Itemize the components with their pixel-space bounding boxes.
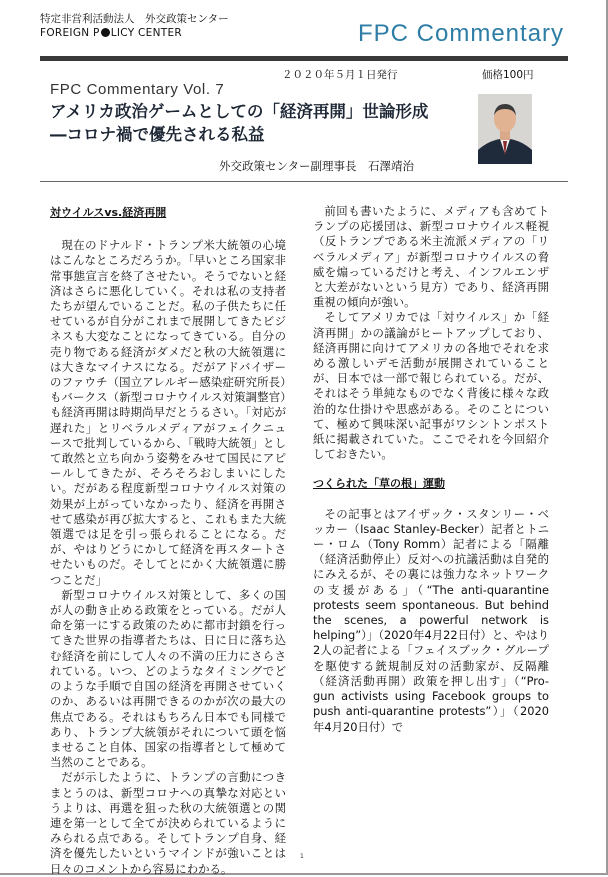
- article-title: [50, 100, 470, 146]
- column-left: [50, 205, 286, 877]
- org-name-japanese: 特定非営利活動法人 外交政策センター: [40, 13, 229, 25]
- volume-label: FPC Commentary Vol. 7: [50, 81, 225, 98]
- paragraph: 新型コロナウイルス対策として、多くの国が人の動き止める政策をとっている。だが人命を第一にする政策のために都市封鎖を行ってきた世界の指導者たちは、日に日に落ち込む経済を前にして人々の不満の圧力にさらされている。いつ、どのようなタイミングでどのような手順で自国の経済を再開させていくのか、あるいは再開できるのかが次の最大の焦点である。それはもちろん日本でも同様であり、トランプ大統領がそれについて頭を悩ませること自体、国家の指導者として極めて当然のことである。: [50, 587, 286, 770]
- column-right: [313, 204, 549, 735]
- paragraph: その記事とはアイザック・スタンリー・ベッカー（Isaac Stanley-Becker）記者とトニー・ロム（Tony Romm）記者による「隔離（経済活動停止）反対への抗議活動は自発的にみえるが、その裏には強力なネットワークの支援がある」（“The anti-quarantine protests seem spontaneous. But behind the scenes, a powerful network is helping”）」（2020年4月22日付）と、やはり2人の記者による「フェイスブック・グループを駆使する銃規制反対の活動家が、反隔離（経済活動再開）政策を押し出す」（“Pro-gun activists using Facebook groups to push anti-quarantine protests”）」（2020年4月20日付）で: [313, 506, 549, 734]
- portrait-image: [478, 94, 532, 164]
- issue-date: ２０２０年５月１日発行: [282, 69, 398, 81]
- header-rule: [40, 56, 568, 61]
- section-heading: 対ウイルスvs.経済再開: [50, 206, 167, 219]
- paragraph: そしてアメリカでは「対ウイルス」か「経済再開」かの議論がヒートアップしており、経済再開に向けてアメリカの各地でそれを求める激しいデモ活動が展開されていることが、日本では一部で報じられている。だが、それはそう単純なものでなく背後に様々な政治的な仕掛けや思惑がある。そのことについて、極めて興味深い記事がワシントンポスト紙に掲載されていた。ここでそれを今回紹介しておきたい。: [313, 310, 549, 462]
- paragraph: 前回も書いたように、メディアも含めてトランプの応援団は、新型コロナウイルス軽視（反トランプである米主流派メディアの「リベラルメディア」が新型コロナウイルスの脅威を煽っているだけと考え、インフルエンザと大差がないという見方）であり、経済再開重視の傾向が強い。: [313, 204, 549, 310]
- price-label: 価格100円: [482, 69, 534, 81]
- title-rule: [40, 181, 568, 182]
- page-number: 1: [300, 853, 304, 860]
- title-line-2: ―コロナ禍で優先される私益: [50, 125, 265, 144]
- globe-logo-icon: [101, 28, 110, 37]
- section-heading: つくられた「草の根」運動: [313, 477, 445, 491]
- organization-name: [40, 12, 229, 40]
- org-name-english: FOREIGN P LICY CENTER: [40, 27, 183, 39]
- author-photo: [478, 94, 532, 164]
- author-byline: 外交政策センター副理事長 石澤靖治: [219, 159, 415, 173]
- title-line-1: アメリカ政治ゲームとしての「経済再開」世論形成: [50, 102, 429, 121]
- publication-brand: FPC Commentary: [358, 20, 565, 47]
- paragraph: 現在のドナルド・トランプ米大統領の心境はこんなところだろうか。「早いところ国家非常事態宣言を終了させたい。そうでないと経済はさらに悪化していく。それは私の支持者たちが望んでいることだ。私の子供たちに任せているが自分がこれまで展開してきたビジネスも大変なことになってきている。自分の売り物である経済がダメだと秋の大統領選には大きなマイナスになる。だがアドバイザーのファウチ（国立アレルギー感染症研究所長）もバークス（新型コロナウイルス対策調整官）も経済再開は時期尚早だとうるさい。「対応が遅れた」とリベラルメディアがフェイクニュースで批判しているから、「戦時大統領」として敢然と立ち向かう姿勢をみせて国民にアピールしてきたが、そろそろおしまいにしたい。だがある程度新型コロナウイルス対策の効果が上がっていなかったり、経済を再開させて感染が再び拡大すると、これもまた大統領選では足を引っ張られることになる。だが、やはりどうにかして経済を再スタートさせたいものだ。そしてとにかく大統領選に勝つことだ」: [50, 238, 286, 587]
- paragraph: だが示したように、トランプの言動につきまとうのは、新型コロナへの真摯な対応というよりは、再選を狙った秋の大統領選との関連を第一として全てが決められているようにみられる点である。そしてトランプ自身、経済を優先したいというマインドが強いことは日々のコメントから容易にわかる。: [50, 770, 286, 876]
